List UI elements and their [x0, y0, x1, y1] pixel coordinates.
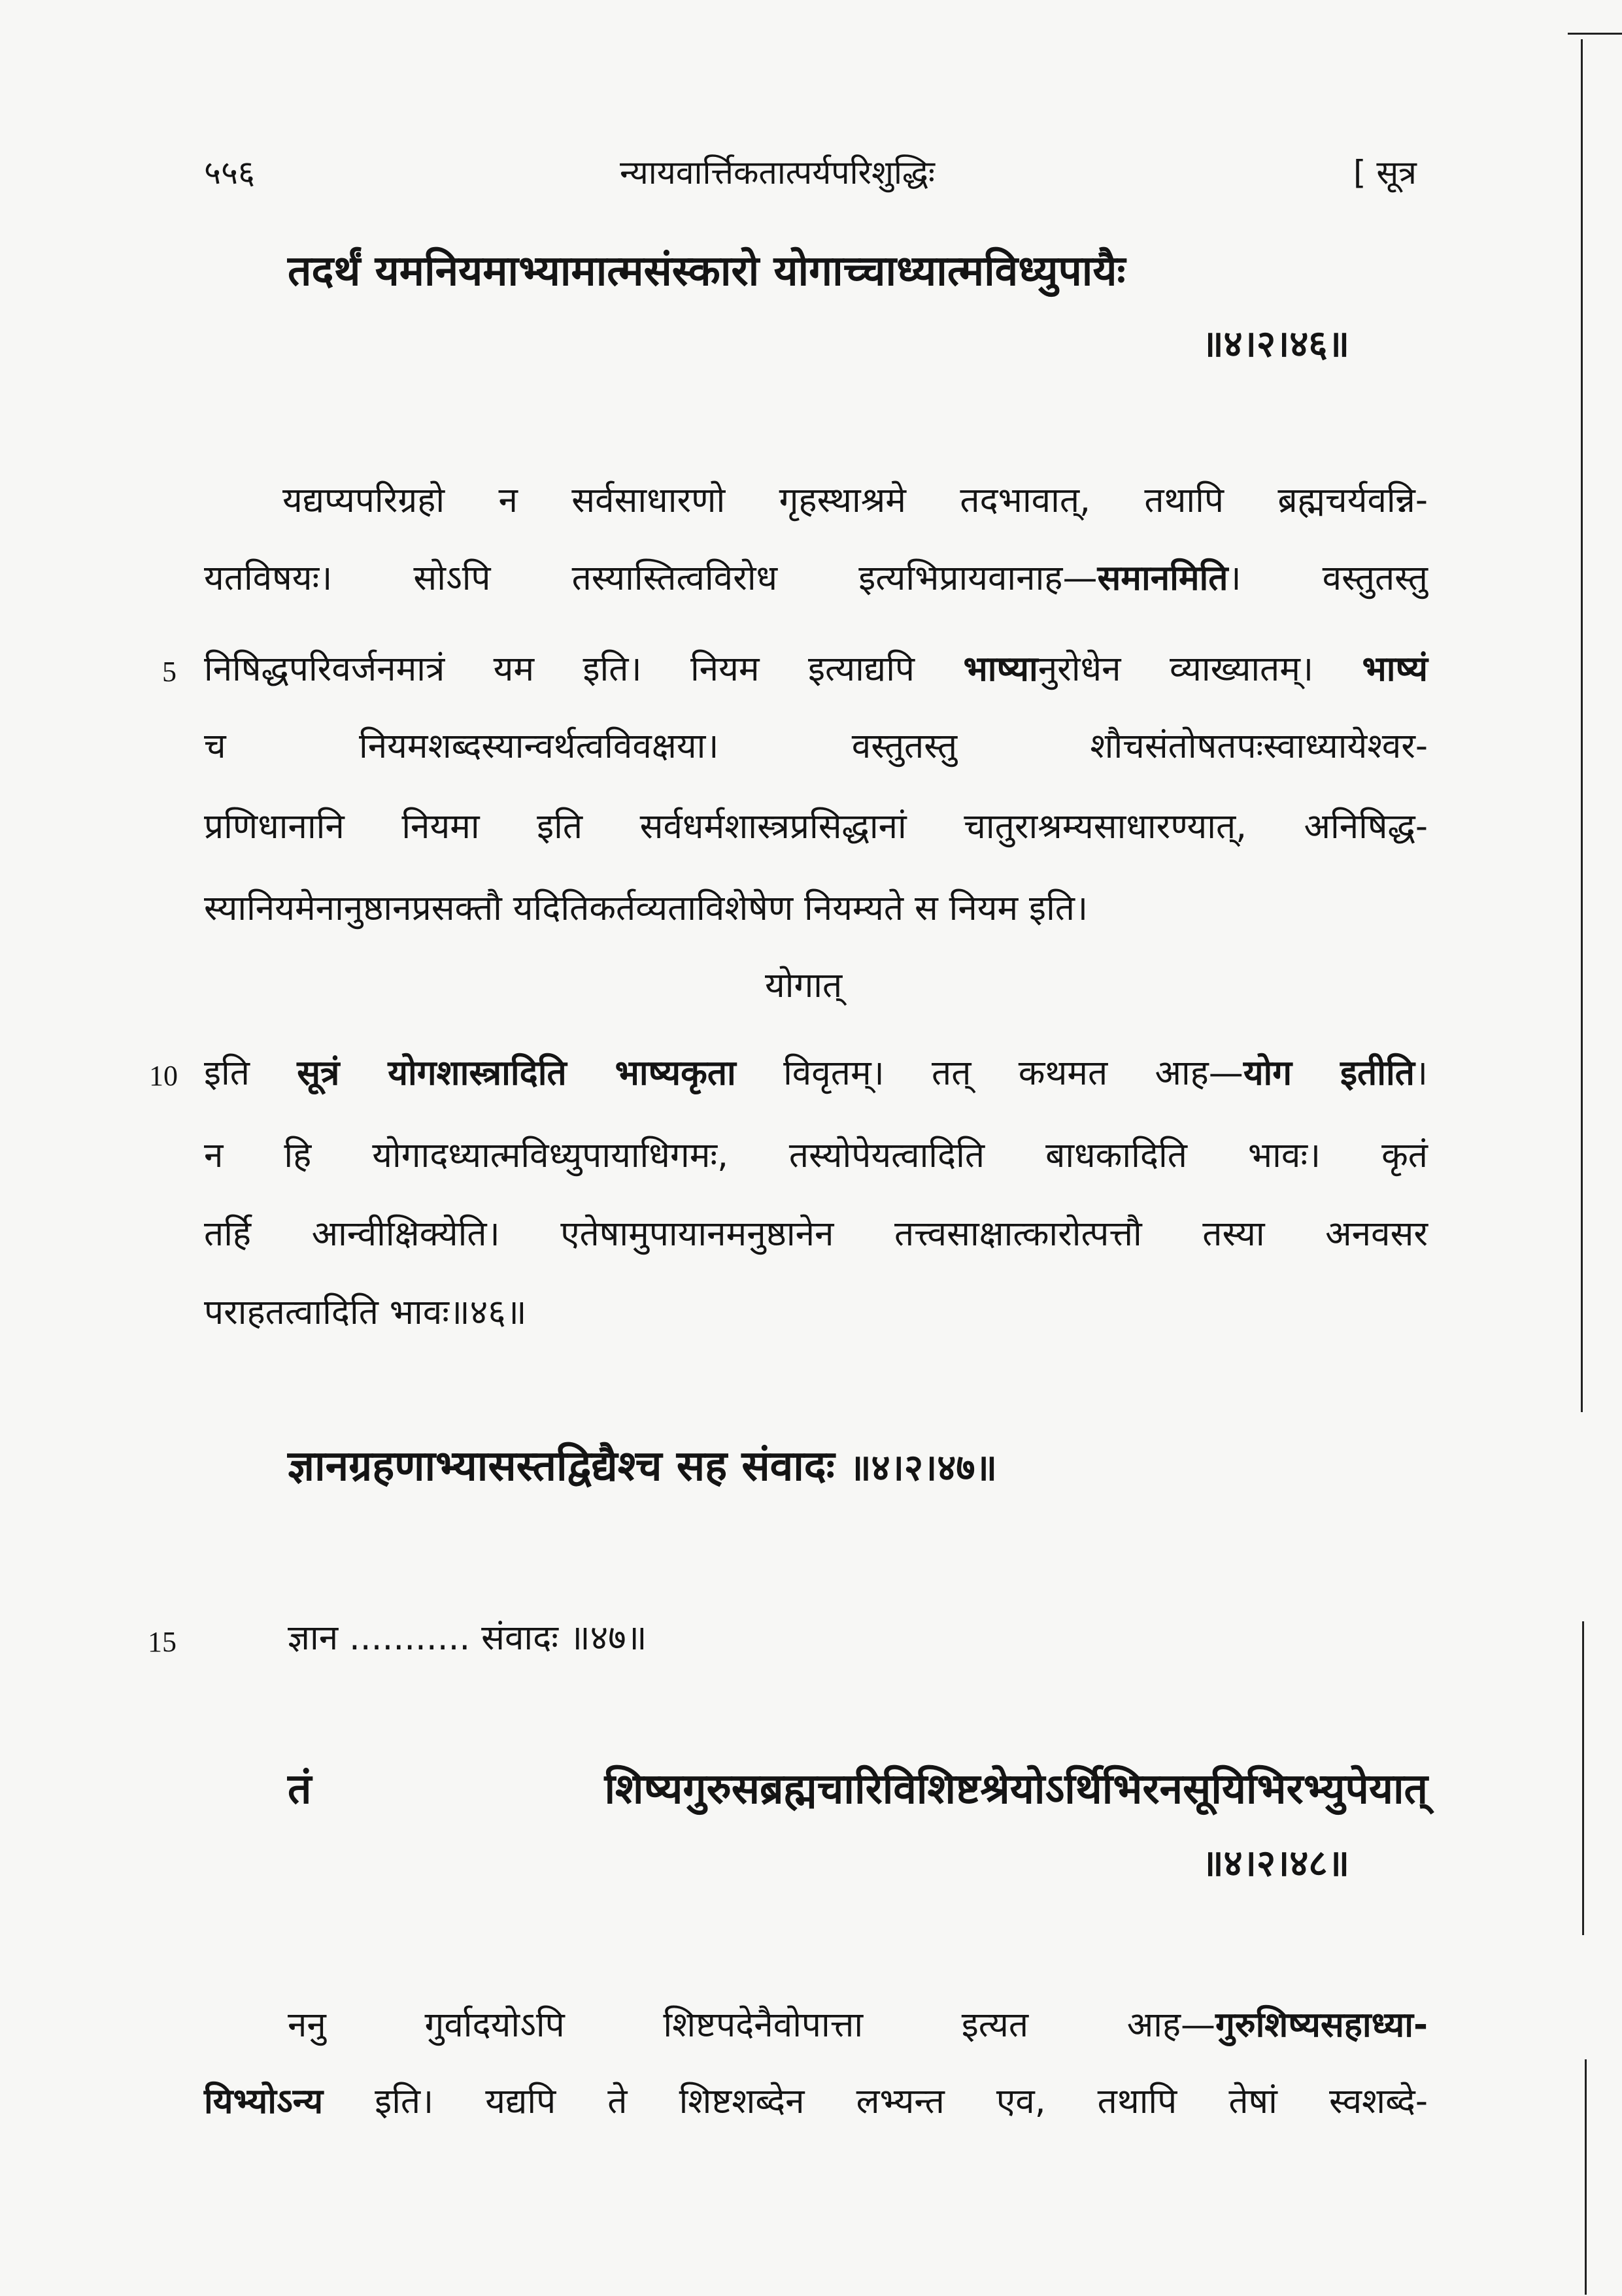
page-number: ५५६ [204, 154, 255, 192]
line-number: 10 [149, 1060, 178, 1092]
commentary-line: स्यानियमेनानुष्ठानप्रसक्तौ यदितिकर्तव्यताविशेषेण नियम्यते स नियम इति। [204, 888, 1089, 928]
sutra-48-text: तं शिष्यगुरुसब्रह्मचारिविशिष्टश्रेयोऽर्थिभिरनसूयिभिरभ्युपेयात् [288, 1765, 1428, 1814]
commentary-line: ज्ञान ........... संवादः ॥४७॥ [288, 1618, 647, 1658]
commentary-line: इति सूत्रं योगशास्त्रादिति भाष्यकृता विवृतम्। तत् कथमत आह—योग इतीति। [204, 1053, 1428, 1093]
sutra-46-ref: ॥४।२।४६॥ [1202, 323, 1350, 365]
commentary-line: यिभ्योऽन्य इति। यद्यपि ते शिष्टशब्देन लभ्यन्त एव, तथापि तेषां स्वशब्दे- [204, 2082, 1428, 2121]
line-number: 5 [162, 656, 177, 688]
commentary-line: पराहतत्वादिति भावः॥४६॥ [204, 1292, 527, 1332]
line-number: 15 [148, 1626, 177, 1658]
sutra-47-ref: ॥४।२।४७॥ [849, 1447, 998, 1489]
scan-edge-line [1568, 33, 1622, 35]
commentary-line: ननु गुर्वादयोऽपि शिष्टपदेनैवोपात्ता इत्यत आह—गुरुशिष्यसहाध्या- [288, 2005, 1428, 2045]
scan-edge-line [1585, 2059, 1587, 2295]
commentary-line: तर्हि आन्वीक्षिक्येति। एतेषामुपायानमनुष्ठानेन तत्त्वसाक्षात्कारोत्पत्तौ तस्या अनवसर [204, 1214, 1428, 1254]
sutra-47-text: ज्ञानग्रहणाभ्यासस्तद्विद्यैश्च सह संवादः [288, 1442, 835, 1491]
sutra-46-text: तदर्थं यमनियमाभ्यामात्मसंस्कारो योगाच्चाध्यात्मविध्युपायैः [288, 247, 1126, 295]
section-label: [ सूत्र [1353, 154, 1417, 192]
commentary-line: प्रणिधानानि नियमा इति सर्वधर्मशास्त्रप्रसिद्धानां चातुराश्रम्यसाधारण्यात्, अनिषिद्ध- [204, 807, 1428, 847]
commentary-line: यतविषयः। सोऽपि तस्यास्तित्वविरोध इत्यभिप्रायवानाह—समानमिति। वस्तुतस्तु [204, 558, 1428, 598]
commentary-line: यद्यप्यपरिग्रहो न सर्वसाधारणो गृहस्थाश्रमे तदभावात्, तथापि ब्रह्मचर्यवन्नि- [282, 481, 1428, 520]
sutra-48-ref: ॥४।२।४८॥ [1202, 1842, 1350, 1885]
sutra-47 [288, 1436, 997, 1493]
running-title: न्यायवार्त्तिकतात्पर्यपरिशुद्धिः [620, 154, 935, 192]
commentary-line: न हि योगादध्यात्मविध्युपायाधिगमः, तस्योपेयत्वादिति बाधकादिति भावः। कृतं [204, 1136, 1428, 1175]
scan-edge-line [1582, 1621, 1584, 1935]
scan-edge-line [1581, 39, 1583, 1412]
commentary-line: च नियमशब्दस्यान्वर्थत्वविवक्षया। वस्तुतस्तु शौचसंतोषतपःस्वाध्यायेश्वर- [204, 726, 1428, 766]
quoted-word: योगात् [765, 966, 843, 1005]
commentary-line: निषिद्धपरिवर्जनमात्रं यम इति। नियम इत्याद्यपि भाष्यानुरोधेन व्याख्यातम्। भाष्यं [204, 649, 1428, 689]
